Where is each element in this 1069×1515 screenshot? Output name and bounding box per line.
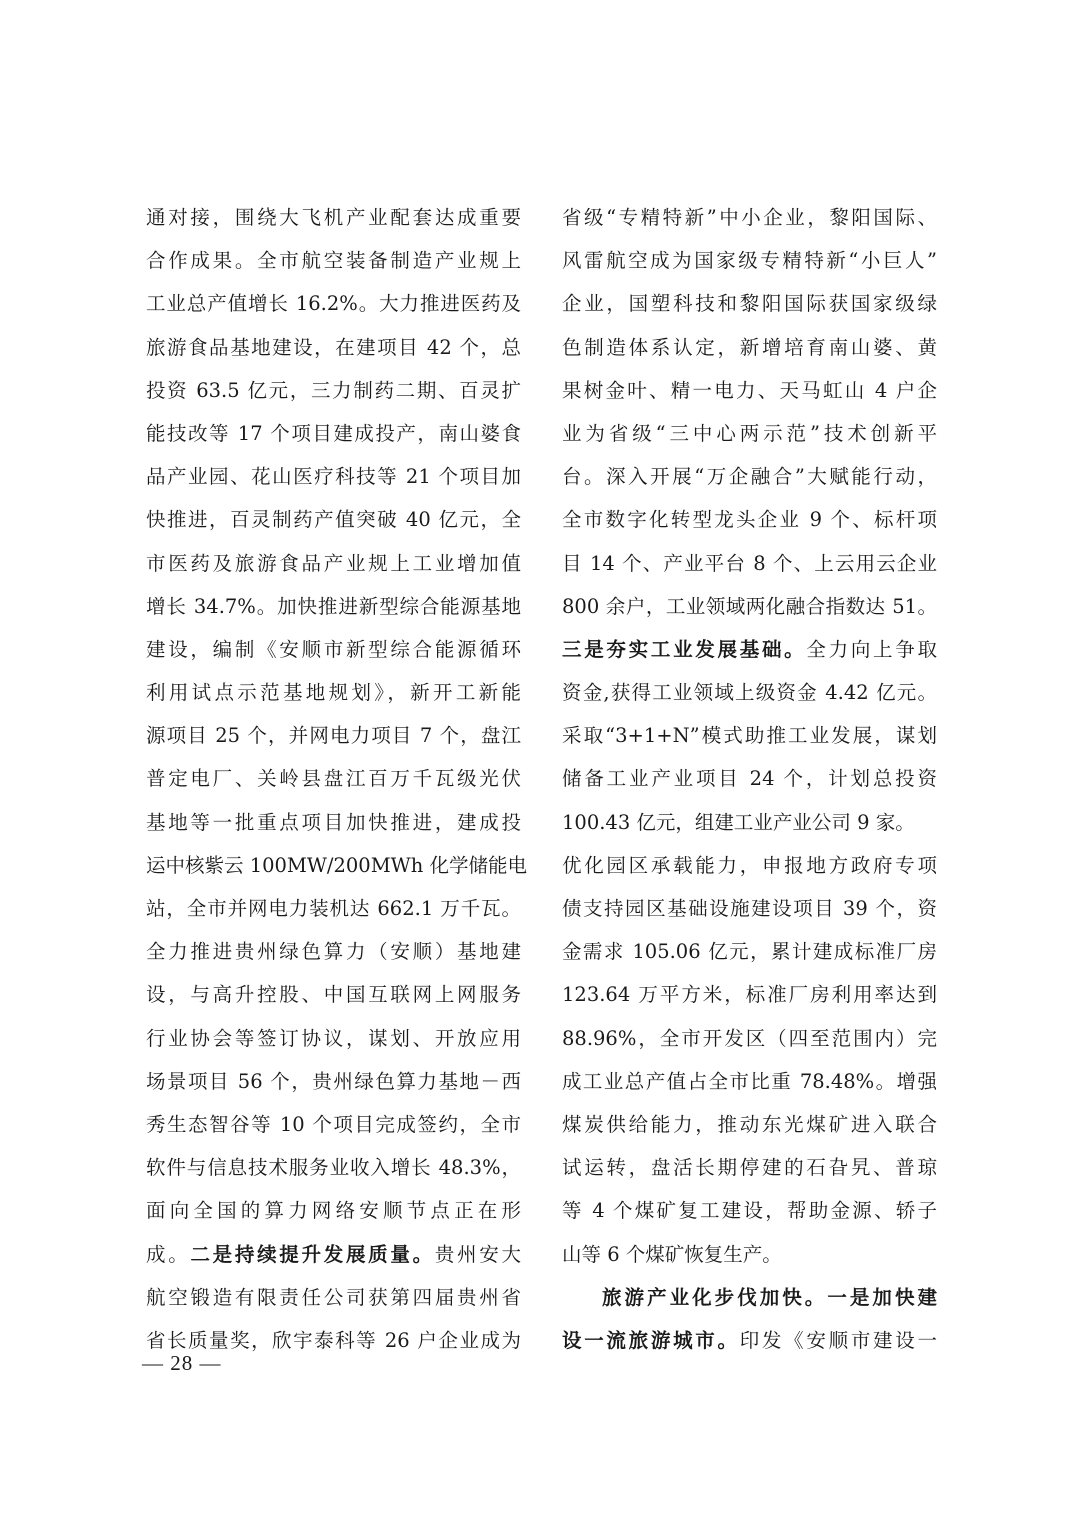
page-number: — 28 — [142,1351,222,1375]
body-text: 全市数字化转型龙头企业 9 个、标杆项 [562,508,937,532]
body-text: 等 4 个煤矿复工建设，帮助金源、轿子 [562,1199,937,1223]
body-text: 储备工业产业项目 24 个，计划总投资 [562,767,937,791]
body-text: 设，与高升控股、中国互联网上网服务 [146,983,521,1007]
text-line [562,282,937,325]
body-text: 站，全市并网电力装机达 662.1 万千瓦。 [146,897,521,920]
text-line [562,1103,937,1146]
body-text: 试运转，盘活长期停建的石旮旯、普琼 [562,1156,937,1180]
body-text: 采取“3+1+N”模式助推工业发展，谋划 [562,724,937,748]
text-line [562,887,937,930]
text-line [146,326,521,369]
body-text: 金需求 105.06 亿元，累计建成标准厂房 [562,940,937,964]
text-line [146,1103,521,1146]
text-line [562,1017,937,1060]
body-text: 面向全国的算力网络安顺节点正在形 [146,1199,521,1223]
text-line [146,455,521,498]
text-line [146,757,521,800]
body-text: 优化园区承载能力，申报地方政府专项 [562,853,937,877]
text-line [562,239,937,282]
text-line [562,757,937,800]
body-text: 通对接，围绕大飞机产业配套达成重要 [146,206,521,229]
body-text: 航空锻造有限责任公司获第四届贵州省 [146,1285,521,1309]
body-text: 台。深入开展“万企融合”大赋能行动， [562,465,937,489]
body-text: 债支持园区基础设施建设项目 39 个，资 [562,897,937,920]
text-line [146,542,521,585]
text-line [146,973,521,1016]
text-line [562,1060,937,1103]
body-text: 基地等一批重点项目加快推进，建成投 [146,810,521,834]
text-line [146,282,521,325]
body-text: 场景项目 56 个，贵州绿色算力基地－西 [146,1069,521,1093]
text-line [562,1319,937,1362]
text-line [146,239,521,282]
body-text: 印发《安顺市建设一 [739,1328,937,1352]
text-line [562,1146,937,1189]
body-text: 全力推进贵州绿色算力（安顺）基地建 [146,940,521,964]
text-line [146,498,521,541]
bold-heading-text: 二是持续提升发展质量。 [190,1242,435,1266]
text-line [562,542,937,585]
body-text: 建设，编制《安顺市新型综合能源循环 [146,637,521,661]
body-text: 风雷航空成为国家级专精特新“小巨人” [562,249,937,273]
text-line [562,844,937,887]
body-text: 软件与信息技术服务业收入增长 48.3%， [146,1156,521,1180]
body-text: 800 余户，工业领域两化融合指数达 51。 [562,594,937,618]
body-text: 普定电厂、关岭县盘江百万千瓦级光伏 [146,767,521,791]
text-line [146,844,527,887]
text-line [562,930,937,973]
text-line [146,1146,521,1189]
body-text: 省级“专精特新”中小企业，黎阳国际、 [562,206,937,229]
body-text: 色制造体系认定，新增培育南山婆、黄 [562,335,937,359]
body-text: 旅游食品基地建设，在建项目 42 个，总 [146,335,521,359]
body-text: 快推进，百灵制药产值突破 40 亿元，全 [146,508,521,532]
right-text-column [562,196,937,1362]
text-line [146,585,521,628]
bold-heading-text: 三是夯实工业发展基础。 [562,637,807,661]
text-line [562,671,937,714]
text-line [146,1189,521,1232]
body-text: 工业总产值增长 16.2%。大力推进医药及 [146,292,521,316]
body-text: 业为省级“三中心两示范”技术创新平 [562,421,937,445]
body-text: 省长质量奖，欣宇泰科等 26 户企业成为 [146,1328,521,1352]
body-text: 果树金叶、精一电力、天马虹山 4 户企 [562,378,937,402]
body-text: 贵州安大 [434,1242,521,1266]
body-text: 88.96%，全市开发区（四至范围内）完 [562,1026,937,1050]
body-text: 品产业园、花山医疗科技等 21 个项目加 [146,465,521,489]
bold-heading-text: 设一流旅游城市。 [562,1328,740,1352]
text-line [562,412,937,455]
body-text: 投资 63.5 亿元，三力制药二期、百灵扩 [146,378,521,402]
bold-heading-text: 旅游产业化步伐加快。一是加快建 [602,1285,937,1309]
text-line [562,801,937,844]
body-text: 增长 34.7%。加快推进新型综合能源基地 [146,594,521,618]
text-line [562,455,937,498]
body-text: 全力向上争取 [806,637,937,661]
text-line [562,973,937,1016]
body-text: 123.64 万平方米，标准厂房利用率达到 [562,983,937,1007]
body-text: 运中核紫云 100MW/200MWh 化学储能电 [146,853,527,877]
text-line [146,412,521,455]
body-text: 源项目 25 个，并网电力项目 7 个，盘江 [146,724,521,748]
body-text: 100.43 亿元，组建工业产业公司 9 家。 [562,810,915,834]
text-line [146,196,521,239]
text-line [562,1233,937,1276]
body-text: 能技改等 17 个项目建成投产，南山婆食 [146,421,521,445]
body-text: 煤炭供给能力，推动东光煤矿进入联合 [562,1112,937,1136]
text-line [146,1233,521,1276]
text-line [562,369,937,412]
body-text: 企业，国塑科技和黎阳国际获国家级绿 [562,292,937,316]
text-line [562,585,937,628]
text-line [562,196,937,239]
text-line [562,498,937,541]
text-line [146,628,521,671]
text-line [146,1060,521,1103]
text-line [562,1189,937,1232]
text-line [146,1017,521,1060]
text-line [562,326,937,369]
body-text: 目 14 个、产业平台 8 个、上云用云企业 [562,551,937,575]
left-text-column [146,196,527,1362]
text-line [562,1276,937,1319]
body-text: 山等 6 个煤矿恢复生产。 [562,1242,782,1266]
text-line [562,714,937,757]
body-text: 合作成果。全市航空装备制造产业规上 [146,249,521,273]
text-line [146,930,521,973]
body-text: 行业协会等签订协议，谋划、开放应用 [146,1026,521,1050]
body-text: 成。 [146,1242,191,1266]
text-line [562,628,937,671]
text-line [146,671,521,714]
body-text: 资金,获得工业领域上级资金 4.42 亿元。 [562,681,937,705]
body-text: 市医药及旅游食品产业规上工业增加值 [146,551,521,575]
text-line [146,714,521,757]
text-line [146,1276,521,1319]
text-line [146,801,521,844]
body-text: 成工业总产值占全市比重 78.48%。增强 [562,1069,937,1093]
body-text: 秀生态智谷等 10 个项目完成签约，全市 [146,1112,521,1136]
text-line [146,887,521,930]
body-text: 利用试点示范基地规划》，新开工新能 [146,681,521,705]
text-line [146,369,521,412]
